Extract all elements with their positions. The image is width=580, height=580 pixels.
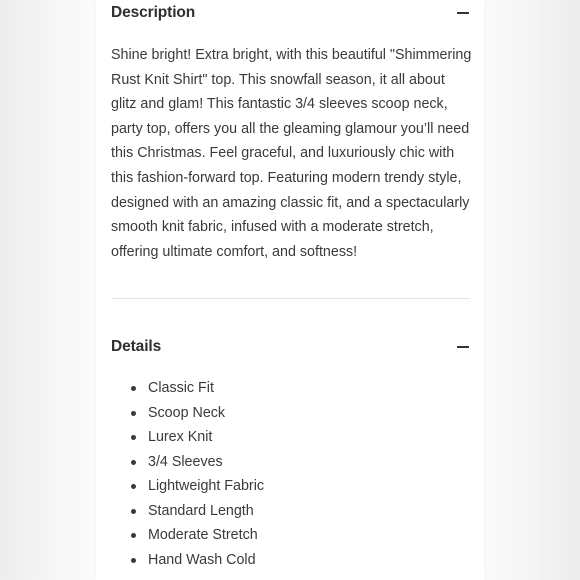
details-title: Details <box>111 338 162 355</box>
bullet-icon <box>131 533 136 538</box>
list-item <box>111 376 470 401</box>
list-item-label: Lurex Knit <box>148 429 213 445</box>
list-item <box>111 474 470 499</box>
minus-icon[interactable] <box>456 6 470 20</box>
list-item-label: Scoop Neck <box>148 404 226 421</box>
list-item-label: Classic Fit <box>148 380 214 396</box>
list-item <box>111 499 470 524</box>
list-item <box>111 548 470 573</box>
bullet-icon <box>131 435 136 440</box>
list-item-label: Moderate Stretch <box>148 527 258 543</box>
description-header[interactable] <box>111 0 470 26</box>
description-text: Shine bright! Extra bright, with this beautiful "Shimmering Rust Knit Shirt" top. This snowfall season, it all about glitz and glam! This fantastic 3/4 sleeves scoop neck, party top, offers you all the gleaming glamour you’ll need this Christmas. Feel graceful, and luxuriously chic with this fashion-forward top. Featuring modern trendy style, designed with an amazing classic fit, and a spectacularly smooth knit fabric, infused with a moderate stretch, offering ultimate comfort, and softness! <box>111 47 472 260</box>
list-item <box>111 523 470 548</box>
bullet-icon <box>131 509 136 514</box>
details-list <box>111 376 470 572</box>
background-right <box>484 0 580 580</box>
list-item <box>111 401 470 426</box>
list-item-label: Standard Length <box>148 502 254 519</box>
list-item-label: Lightweight Fabric <box>148 478 265 494</box>
bullet-icon <box>131 558 136 563</box>
list-item <box>111 450 470 475</box>
section-divider <box>111 298 470 299</box>
list-item-label: 3/4 Sleeves <box>148 453 223 470</box>
bullet-icon <box>131 484 136 489</box>
description-title: Description <box>111 4 196 21</box>
background-left <box>0 0 96 580</box>
bullet-icon <box>131 460 136 465</box>
product-info-panel <box>96 0 484 580</box>
bullet-icon <box>131 386 136 391</box>
bullet-icon <box>131 411 136 416</box>
list-item-label: Hand Wash Cold <box>148 551 256 568</box>
minus-icon[interactable] <box>456 340 470 354</box>
details-header[interactable] <box>111 334 470 360</box>
list-item <box>111 425 470 450</box>
